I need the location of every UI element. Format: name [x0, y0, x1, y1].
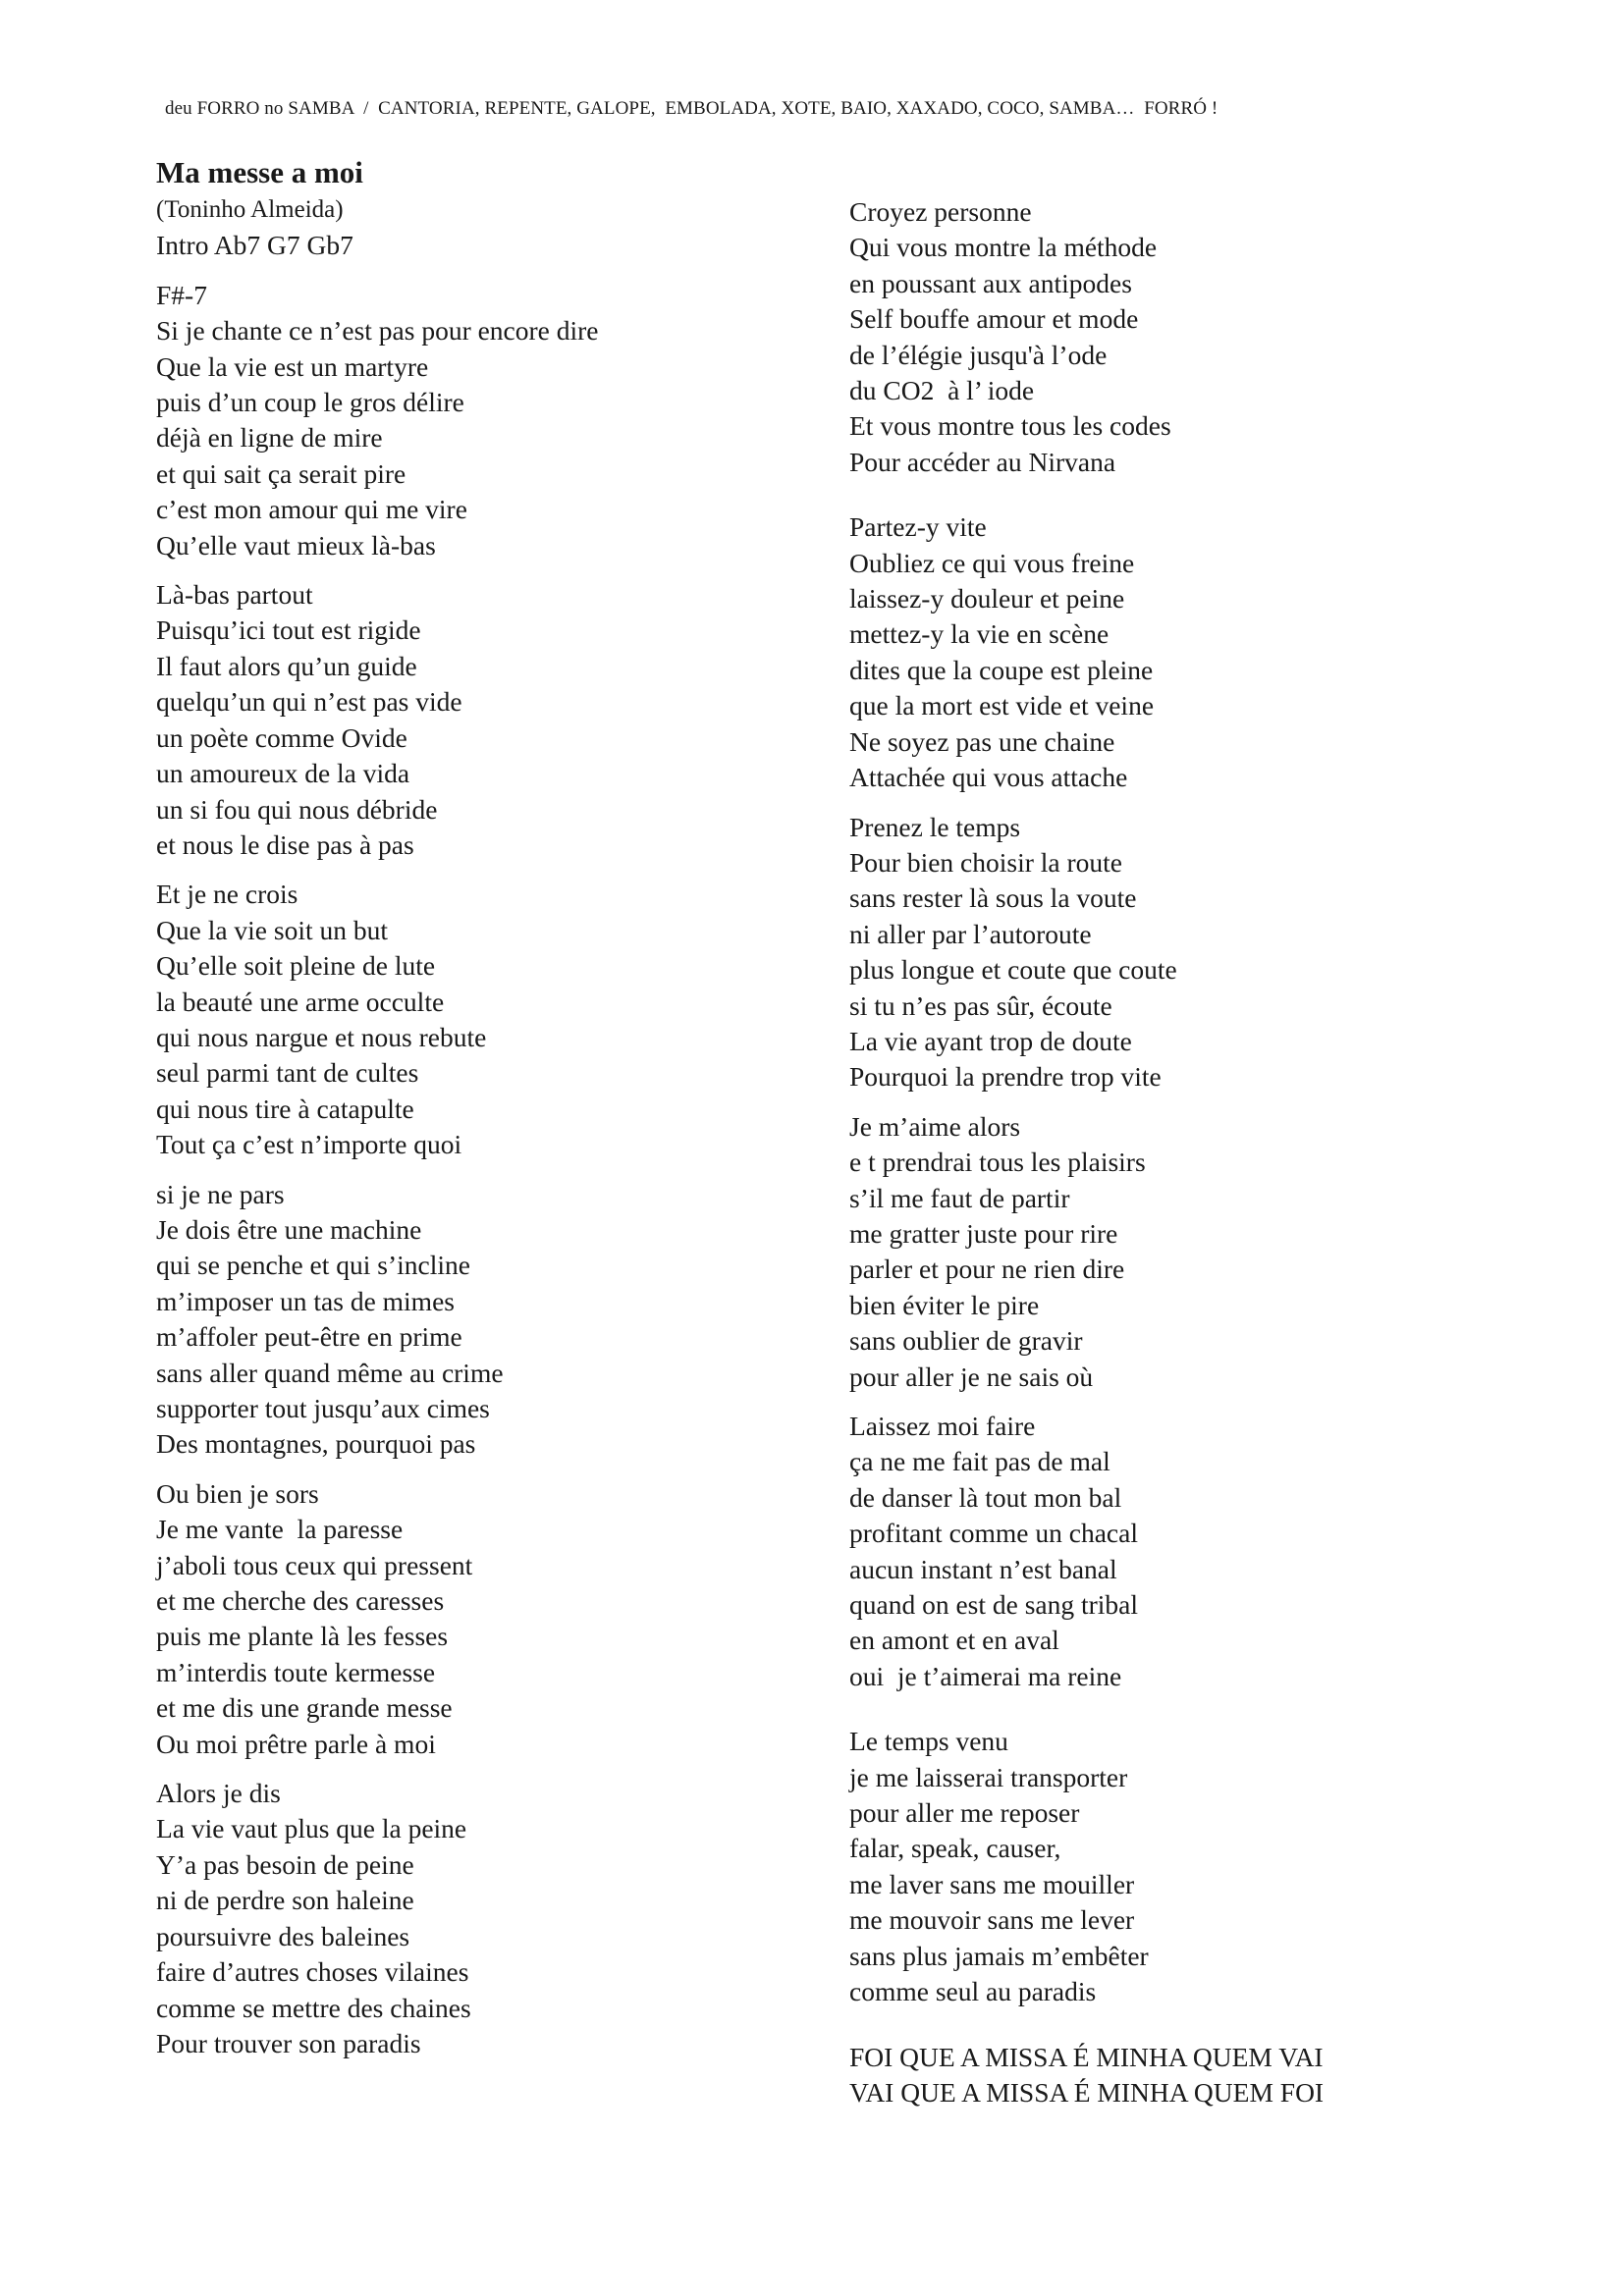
lyric-line: de l’élégie jusqu'à l’ode [849, 339, 1108, 370]
lyric-line: plus longue et coute que coute [849, 954, 1177, 986]
lyric-line: qui nous nargue et nous rebute [156, 1021, 487, 1052]
lyric-line: s’il me faut de partir [849, 1182, 1070, 1213]
lyric-line: Je me vante la paresse [156, 1514, 404, 1545]
lyric-line: si tu n’es pas sûr, écoute [849, 989, 1112, 1021]
lyric-line: VAI QUE A MISSA É MINHA QUEM FOI [849, 2076, 1325, 2108]
lyric-line: si je ne pars [156, 1178, 285, 1209]
left-column [156, 153, 863, 2075]
lyric-line: ni aller par l’autoroute [849, 918, 1092, 949]
lyric-line: et qui sait ça serait pire [156, 457, 406, 489]
lyric-line: en amont et en aval [849, 1625, 1059, 1656]
lyric-line: Pourquoi la prendre trop vite [849, 1061, 1162, 1093]
song-meta [156, 192, 863, 264]
lyric-line: un si fou qui nous débride [156, 793, 438, 825]
song-intro: Intro Ab7 G7 Gb7 [156, 230, 353, 261]
lyric-line: Partez-y vite [849, 511, 987, 543]
lyric-line: sans rester là sous la voute [849, 882, 1137, 914]
lyric-line: comme se mettre des chaines [156, 1992, 471, 2023]
lyric-line: Le temps venu [849, 1726, 1008, 1757]
lyric-line: Là-bas partout [156, 579, 313, 611]
lyric-line: c’est mon amour qui me vire [156, 494, 467, 525]
lyric-line: me laver sans me mouiller [849, 1868, 1135, 1899]
lyric-line: la beauté une arme occulte [156, 986, 445, 1017]
lyric-line: que la mort est vide et veine [849, 690, 1155, 721]
page-header: deu FORRO no SAMBA / CANTORIA, REPENTE, GALOPE, EMBOLADA, XOTE, BAIO, XAXADO, COCO, SAMBA… FORRÓ ! [165, 98, 1218, 119]
lyric-line: Je dois être une machine [156, 1213, 422, 1245]
lyric-line: qui se penche et qui s’incline [156, 1250, 470, 1281]
lyric-line: me mouvoir sans me lever [849, 1904, 1135, 1936]
lyric-line: Pour trouver son paradis [156, 2027, 421, 2058]
lyric-line: ni de perdre son haleine [156, 1885, 414, 1916]
lyric-line: et nous le dise pas à pas [156, 828, 414, 860]
lyric-line: Oubliez ce qui vous freine [849, 547, 1135, 578]
stanza [849, 1409, 1556, 1694]
lyric-line: quelqu’un qui n’est pas vide [156, 686, 462, 718]
lyric-line: Pour accéder au Nirvana [849, 446, 1116, 477]
lyric-line: Qui vous montre la méthode [849, 232, 1158, 263]
lyric-line: sans plus jamais m’embêter [849, 1940, 1149, 1971]
stanza [849, 509, 1556, 795]
lyric-line: me gratter juste pour rire [849, 1217, 1118, 1249]
lyric-line: puis me plante là les fesses [156, 1621, 449, 1652]
lyric-line: en poussant aux antipodes [849, 267, 1132, 298]
lyric-line: Alors je dis [156, 1778, 281, 1809]
lyric-line: sans aller quand même au crime [156, 1357, 504, 1388]
lyric-line: un poète comme Ovide [156, 721, 407, 753]
lyric-line: Et je ne crois [156, 879, 298, 910]
lyric-line: Ou bien je sors [156, 1477, 319, 1509]
song-author: (Toninho Almeida) [156, 196, 344, 223]
lyric-line: profitant comme un chacal [849, 1518, 1138, 1549]
lyric-line: Tout ça c’est n’importe quoi [156, 1129, 462, 1160]
lyric-line: oui je t’aimerai ma reine [849, 1660, 1122, 1691]
lyric-line: m’interdis toute kermesse [156, 1656, 436, 1687]
lyric-line: pour aller me reposer [849, 1797, 1080, 1829]
lyric-line: Ne soyez pas une chaine [849, 725, 1115, 757]
lyric-line: bien éviter le pire [849, 1289, 1040, 1320]
lyric-line: dites que la coupe est pleine [849, 654, 1154, 685]
lyric-line: Il faut alors qu’un guide [156, 650, 417, 681]
lyric-line: Y’a pas besoin de peine [156, 1848, 414, 1880]
stanza [849, 1724, 1556, 2009]
stanza [156, 1776, 863, 2061]
lyric-line: pour aller je ne sais où [849, 1361, 1094, 1392]
lyric-line: Que la vie est un martyre [156, 350, 429, 382]
lyric-line: Pour bien choisir la route [849, 846, 1122, 878]
lyric-line: comme seul au paradis [849, 1976, 1097, 2007]
lyric-line: Self bouffe amour et mode [849, 303, 1139, 335]
lyric-line: seul parmi tant de cultes [156, 1057, 419, 1089]
stanza [849, 2040, 1556, 2111]
right-column [849, 194, 1556, 2124]
stanza [849, 194, 1556, 480]
lyric-line: Ou moi prêtre parle à moi [156, 1728, 436, 1759]
lyric-line: un amoureux de la vida [156, 758, 410, 789]
lyric-line: mettez-y la vie en scène [849, 618, 1110, 650]
lyric-line: je me laisserai transporter [849, 1761, 1128, 1792]
lyric-line: poursuivre des baleines [156, 1920, 410, 1951]
stanza [849, 1109, 1556, 1395]
lyric-line: quand on est de sang tribal [849, 1589, 1139, 1621]
song-title: Ma messe a moi [156, 155, 363, 189]
lyric-line: e t prendrai tous les plaisirs [849, 1147, 1146, 1178]
lyric-line: sans oublier de gravir [849, 1325, 1083, 1357]
lyric-line: Laissez moi faire [849, 1411, 1036, 1441]
stanza [156, 278, 863, 563]
lyric-line: Si je chante ce n’est pas pour encore dire [156, 315, 599, 347]
lyric-line: de danser là tout mon bal [849, 1481, 1122, 1513]
lyric-line: Qu’elle soit pleine de lute [156, 950, 436, 982]
stanza [156, 577, 863, 863]
lyric-line: et me cherche des caresses [156, 1585, 445, 1617]
lyric-line: Attachée qui vous attache [849, 762, 1128, 793]
lyric-line: Des montagnes, pourquoi pas [156, 1428, 476, 1460]
lyric-line: La vie vaut plus que la peine [156, 1813, 467, 1844]
lyric-line: du CO2 à l’ iode [849, 375, 1035, 406]
lyric-line: Que la vie soit un but [156, 914, 389, 945]
lyric-line: faire d’autres choses vilaines [156, 1956, 469, 1988]
lyric-line: FOI QUE A MISSA É MINHA QUEM VAI [849, 2041, 1324, 2072]
lyric-line: puis d’un coup le gros délire [156, 387, 464, 418]
lyric-line: La vie ayant trop de doute [849, 1025, 1132, 1056]
stanza [156, 1476, 863, 1762]
lyric-line: qui nous tire à catapulte [156, 1093, 414, 1124]
lyric-line: m’imposer un tas de mimes [156, 1285, 455, 1316]
stanza [156, 1177, 863, 1463]
lyric-line: F#-7 [156, 279, 207, 310]
lyric-line: ça ne me fait pas de mal [849, 1446, 1110, 1477]
left-stanzas [156, 278, 863, 2062]
lyric-line: j’aboli tous ceux qui pressent [156, 1549, 473, 1580]
lyric-line: Prenez le temps [849, 811, 1021, 842]
stanza [849, 810, 1556, 1095]
lyric-line: m’affoler peut-être en prime [156, 1321, 462, 1353]
lyric-line: déjà en ligne de mire [156, 422, 383, 454]
stanza [156, 877, 863, 1162]
lyric-line: et me dis une grande messe [156, 1692, 453, 1724]
lyric-line: Je m’aime alors [849, 1110, 1021, 1142]
lyric-line: Et vous montre tous les codes [849, 410, 1171, 442]
lyric-line: Croyez personne [849, 196, 1032, 227]
lyric-line: Qu’elle vaut mieux là-bas [156, 529, 436, 561]
lyric-line: Puisqu’ici tout est rigide [156, 614, 421, 646]
right-stanzas [849, 194, 1556, 2110]
lyric-line: supporter tout jusqu’aux cimes [156, 1393, 490, 1423]
lyric-line: aucun instant n’est banal [849, 1553, 1117, 1584]
lyric-line: falar, speak, causer, [849, 1833, 1061, 1864]
lyric-line: parler et pour ne rien dire [849, 1254, 1125, 1285]
lyric-line: laissez-y douleur et peine [849, 583, 1125, 614]
